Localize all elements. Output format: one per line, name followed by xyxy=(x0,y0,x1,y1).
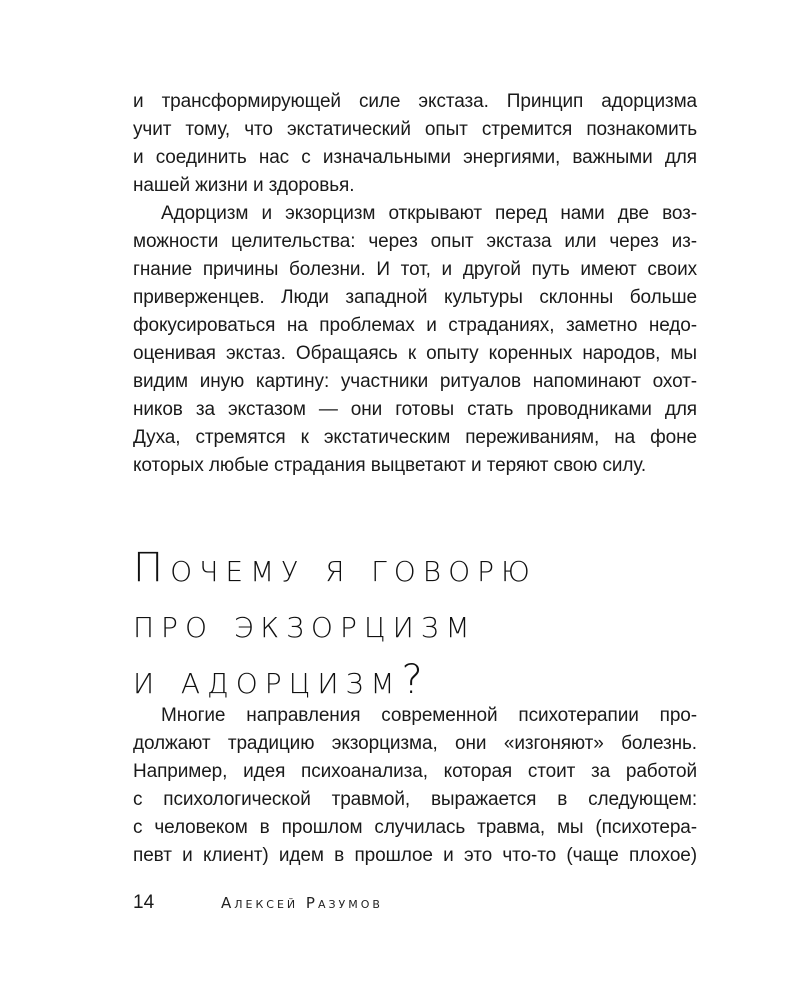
text-line: нашей жизни и здоровья. xyxy=(133,175,355,196)
text-line: учит тому, что экстатический опыт стремится познакомить xyxy=(133,119,697,140)
paragraph-3 xyxy=(133,702,697,870)
body-text-bottom xyxy=(133,702,697,870)
page-number: 14 xyxy=(133,892,155,913)
running-head-author: Алексей Разумов xyxy=(221,894,383,912)
heading-line: про экзорцизм xyxy=(133,601,477,647)
text-line: Многие направления современной психотерапии про- xyxy=(161,705,697,726)
text-line: оценивая экстаз. Обращаясь к опыту коренных народов, мы xyxy=(133,343,697,364)
text-line: Например, идея психоанализа, которая стоит за работой xyxy=(133,761,697,782)
text-line: и соединить нас с изначальными энергиями, важными для xyxy=(133,147,697,168)
text-line: ников за экстазом — они готовы стать проводниками для xyxy=(133,399,697,420)
text-line: певт и клиент) идем в прошлое и это что-то (чаще плохое) xyxy=(133,845,697,866)
text-line: Духа, стремятся к экстатическим переживаниям, на фоне xyxy=(133,427,697,448)
text-line: можности целительства: через опыт экстаза или через из- xyxy=(133,231,697,252)
text-line: Адорцизм и экзорцизм открывают перед нами две воз- xyxy=(161,203,697,224)
text-line: и трансформирующей силе экстаза. Принцип адорцизма xyxy=(133,91,697,112)
page-footer xyxy=(133,892,697,914)
heading-line: Почему я говорю xyxy=(133,545,537,591)
text-line: гнание причины болезни. И тот, и другой путь имеют своих xyxy=(133,259,697,280)
text-line: должают традицию экзорцизма, они «изгоняют» болезнь. xyxy=(133,733,697,754)
section-heading xyxy=(133,540,537,708)
text-line: видим иную картину: участники ритуалов напоминают охот- xyxy=(133,371,697,392)
text-line: приверженцев. Люди западной культуры склонны больше xyxy=(133,287,697,308)
paragraph-2 xyxy=(133,200,697,480)
paragraph-1 xyxy=(133,88,697,200)
heading-line: и адорцизм? xyxy=(133,657,430,703)
text-line: с человеком в прошлом случилась травма, мы (психотера- xyxy=(133,817,697,838)
text-line: с психологической травмой, выражается в следующем: xyxy=(133,789,697,810)
text-line: которых любые страдания выцветают и теряют свою силу. xyxy=(133,455,647,476)
text-line: фокусироваться на проблемах и страданиях, заметно недо- xyxy=(133,315,697,336)
body-text-top xyxy=(133,88,697,480)
